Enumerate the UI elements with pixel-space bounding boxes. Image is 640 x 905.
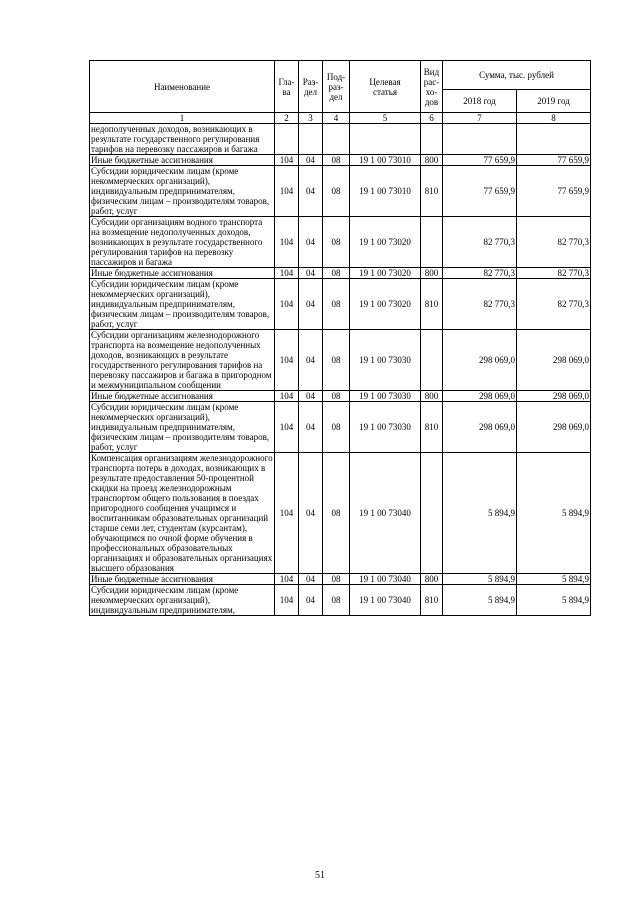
row-vid bbox=[421, 217, 443, 268]
table-row bbox=[90, 330, 591, 391]
table-row bbox=[90, 124, 591, 155]
row-amount-2019: 77 659,9 bbox=[517, 155, 591, 166]
table-row bbox=[90, 574, 591, 585]
header-year-2019: 2019 год bbox=[517, 90, 591, 113]
row-amount-2019: 5 894,9 bbox=[517, 453, 591, 574]
table-row bbox=[90, 391, 591, 402]
row-target: 19 1 00 73040 bbox=[350, 585, 421, 616]
row-target: 19 1 00 73040 bbox=[350, 574, 421, 585]
row-target: 19 1 00 73040 bbox=[350, 453, 421, 574]
row-vid: 810 bbox=[421, 585, 443, 616]
row-glava: 104 bbox=[275, 166, 299, 217]
row-podrazdel: 08 bbox=[323, 574, 350, 585]
row-amount-2019: 298 069,0 bbox=[517, 391, 591, 402]
row-vid: 810 bbox=[421, 279, 443, 330]
row-name: Субсидии организациям водного транспорта на возмещение недополученных доходов, возникающих в результате государственного регулирования тарифов на перевозку пассажиров и багажа bbox=[90, 217, 275, 268]
row-amount-2018: 77 659,9 bbox=[443, 155, 517, 166]
row-amount-2018: 298 069,0 bbox=[443, 391, 517, 402]
row-podrazdel: 08 bbox=[323, 402, 350, 453]
row-target: 19 1 00 73020 bbox=[350, 279, 421, 330]
row-target: 19 1 00 73010 bbox=[350, 166, 421, 217]
row-amount-2019: 5 894,9 bbox=[517, 574, 591, 585]
row-podrazdel: 08 bbox=[323, 330, 350, 391]
row-glava: 104 bbox=[275, 217, 299, 268]
row-razdel: 04 bbox=[299, 268, 323, 279]
row-amount-2018: 82 770,3 bbox=[443, 268, 517, 279]
column-number: 1 bbox=[90, 113, 275, 124]
header-target: Целевая статья bbox=[350, 61, 421, 113]
row-razdel: 04 bbox=[299, 166, 323, 217]
row-podrazdel bbox=[323, 124, 350, 155]
row-razdel: 04 bbox=[299, 453, 323, 574]
row-podrazdel: 08 bbox=[323, 279, 350, 330]
header-sum: Сумма, тыс. рублей bbox=[443, 61, 591, 90]
row-amount-2019: 82 770,3 bbox=[517, 279, 591, 330]
row-razdel: 04 bbox=[299, 585, 323, 616]
row-target: 19 1 00 73030 bbox=[350, 391, 421, 402]
header-glava: Гла- ва bbox=[275, 61, 299, 113]
row-razdel: 04 bbox=[299, 330, 323, 391]
header-name: Наименование bbox=[90, 61, 275, 113]
row-vid bbox=[421, 124, 443, 155]
header-year-2018: 2018 год bbox=[443, 90, 517, 113]
table-row bbox=[90, 402, 591, 453]
row-podrazdel: 08 bbox=[323, 391, 350, 402]
row-amount-2019: 298 069,0 bbox=[517, 402, 591, 453]
row-glava bbox=[275, 124, 299, 155]
row-amount-2018: 5 894,9 bbox=[443, 574, 517, 585]
row-razdel bbox=[299, 124, 323, 155]
header-row bbox=[90, 61, 591, 90]
table-row bbox=[90, 268, 591, 279]
row-glava: 104 bbox=[275, 330, 299, 391]
row-name: Субсидии юридическим лицам (кроме некоммерческих организаций), индивидуальным предпринимателям, физическим лицам – производителям товаров, работ, услуг bbox=[90, 166, 275, 217]
column-number: 7 bbox=[443, 113, 517, 124]
table-row bbox=[90, 217, 591, 268]
row-glava: 104 bbox=[275, 391, 299, 402]
row-name: Иные бюджетные ассигнования bbox=[90, 574, 275, 585]
row-vid: 800 bbox=[421, 574, 443, 585]
column-number-row bbox=[90, 113, 591, 124]
row-target: 19 1 00 73030 bbox=[350, 402, 421, 453]
column-number: 4 bbox=[323, 113, 350, 124]
row-amount-2019: 298 069,0 bbox=[517, 330, 591, 391]
row-glava: 104 bbox=[275, 402, 299, 453]
row-target bbox=[350, 124, 421, 155]
column-number: 6 bbox=[421, 113, 443, 124]
row-target: 19 1 00 73020 bbox=[350, 268, 421, 279]
row-vid: 800 bbox=[421, 391, 443, 402]
row-amount-2018: 77 659,9 bbox=[443, 166, 517, 217]
column-number: 8 bbox=[517, 113, 591, 124]
page-number: 51 bbox=[315, 870, 325, 881]
table-row bbox=[90, 453, 591, 574]
row-target: 19 1 00 73030 bbox=[350, 330, 421, 391]
column-number: 3 bbox=[299, 113, 323, 124]
column-number: 2 bbox=[275, 113, 299, 124]
row-razdel: 04 bbox=[299, 391, 323, 402]
budget-table bbox=[89, 60, 591, 616]
row-amount-2019: 5 894,9 bbox=[517, 585, 591, 616]
table-row bbox=[90, 279, 591, 330]
row-podrazdel: 08 bbox=[323, 155, 350, 166]
row-name: Компенсация организациям железнодорожного транспорта потерь в доходах, возникающих в результате предоставления 50-процентной скидки на проезд железнодорожным транспортом общего пользования в поездах пригородного сообщения учащимся и воспитанникам образовательных организаций старше семи лет, студентам (курсантам), обучающимся по очной форме обучения в профессиональных образовательных организациях и образовательных организациях высшего образования bbox=[91, 453, 273, 573]
row-target: 19 1 00 73020 bbox=[350, 217, 421, 268]
row-vid bbox=[421, 330, 443, 391]
row-vid: 800 bbox=[421, 155, 443, 166]
row-name: Иные бюджетные ассигнования bbox=[90, 268, 275, 279]
row-glava: 104 bbox=[275, 585, 299, 616]
row-glava: 104 bbox=[275, 268, 299, 279]
row-glava: 104 bbox=[275, 155, 299, 166]
row-glava: 104 bbox=[275, 574, 299, 585]
row-razdel: 04 bbox=[299, 574, 323, 585]
row-vid: 810 bbox=[421, 166, 443, 217]
row-amount-2019: 82 770,3 bbox=[517, 217, 591, 268]
row-amount-2019 bbox=[517, 124, 591, 155]
table-row bbox=[90, 155, 591, 166]
row-amount-2018 bbox=[443, 124, 517, 155]
table-row bbox=[90, 166, 591, 217]
row-amount-2018: 298 069,0 bbox=[443, 402, 517, 453]
row-glava: 104 bbox=[275, 279, 299, 330]
column-number: 5 bbox=[350, 113, 421, 124]
row-amount-2018: 298 069,0 bbox=[443, 330, 517, 391]
header-vid: Вид рас- хо- дов bbox=[421, 61, 443, 113]
row-name: Субсидии юридическим лицам (кроме некоммерческих организаций), индивидуальным предпринимателям, физическим лицам – производителям товаров, работ, услуг bbox=[90, 402, 275, 453]
row-vid: 810 bbox=[421, 402, 443, 453]
row-vid bbox=[421, 453, 443, 574]
row-podrazdel: 08 bbox=[323, 217, 350, 268]
row-name: Иные бюджетные ассигнования bbox=[90, 391, 275, 402]
row-podrazdel: 08 bbox=[323, 166, 350, 217]
row-name: Иные бюджетные ассигнования bbox=[90, 155, 275, 166]
row-amount-2018: 5 894,9 bbox=[443, 585, 517, 616]
row-amount-2018: 5 894,9 bbox=[443, 453, 517, 574]
header-razdel: Раз- дел bbox=[299, 61, 323, 113]
row-amount-2018: 82 770,3 bbox=[443, 279, 517, 330]
row-target: 19 1 00 73010 bbox=[350, 155, 421, 166]
row-razdel: 04 bbox=[299, 279, 323, 330]
row-podrazdel: 08 bbox=[323, 585, 350, 616]
row-amount-2019: 77 659,9 bbox=[517, 166, 591, 217]
table-row bbox=[90, 585, 591, 616]
row-razdel: 04 bbox=[299, 402, 323, 453]
table-body bbox=[90, 124, 591, 616]
row-name: Субсидии организациям железнодорожного транспорта на возмещение недополученных доходов, возникающих в результате государственного регулирования тарифов на перевозку пассажиров и багажа в пригородном и межмуниципальном сообщении bbox=[90, 330, 275, 391]
row-razdel: 04 bbox=[299, 155, 323, 166]
row-podrazdel: 08 bbox=[323, 453, 350, 574]
header-podrazdel: Под- раз- дел bbox=[323, 61, 350, 113]
row-amount-2018: 82 770,3 bbox=[443, 217, 517, 268]
row-name: Субсидии юридическим лицам (кроме некоммерческих организаций), индивидуальным предпринимателям, bbox=[90, 585, 275, 616]
row-podrazdel: 08 bbox=[323, 268, 350, 279]
row-glava: 104 bbox=[275, 453, 299, 574]
row-amount-2019: 82 770,3 bbox=[517, 268, 591, 279]
row-name: недополученных доходов, возникающих в результате государственного регулирования тарифов на перевозку пассажиров и багажа bbox=[90, 124, 275, 155]
row-vid: 800 bbox=[421, 268, 443, 279]
row-name: Субсидии юридическим лицам (кроме некоммерческих организаций), индивидуальным предпринимателям, физическим лицам – производителям товаров, работ, услуг bbox=[90, 279, 275, 330]
row-razdel: 04 bbox=[299, 217, 323, 268]
